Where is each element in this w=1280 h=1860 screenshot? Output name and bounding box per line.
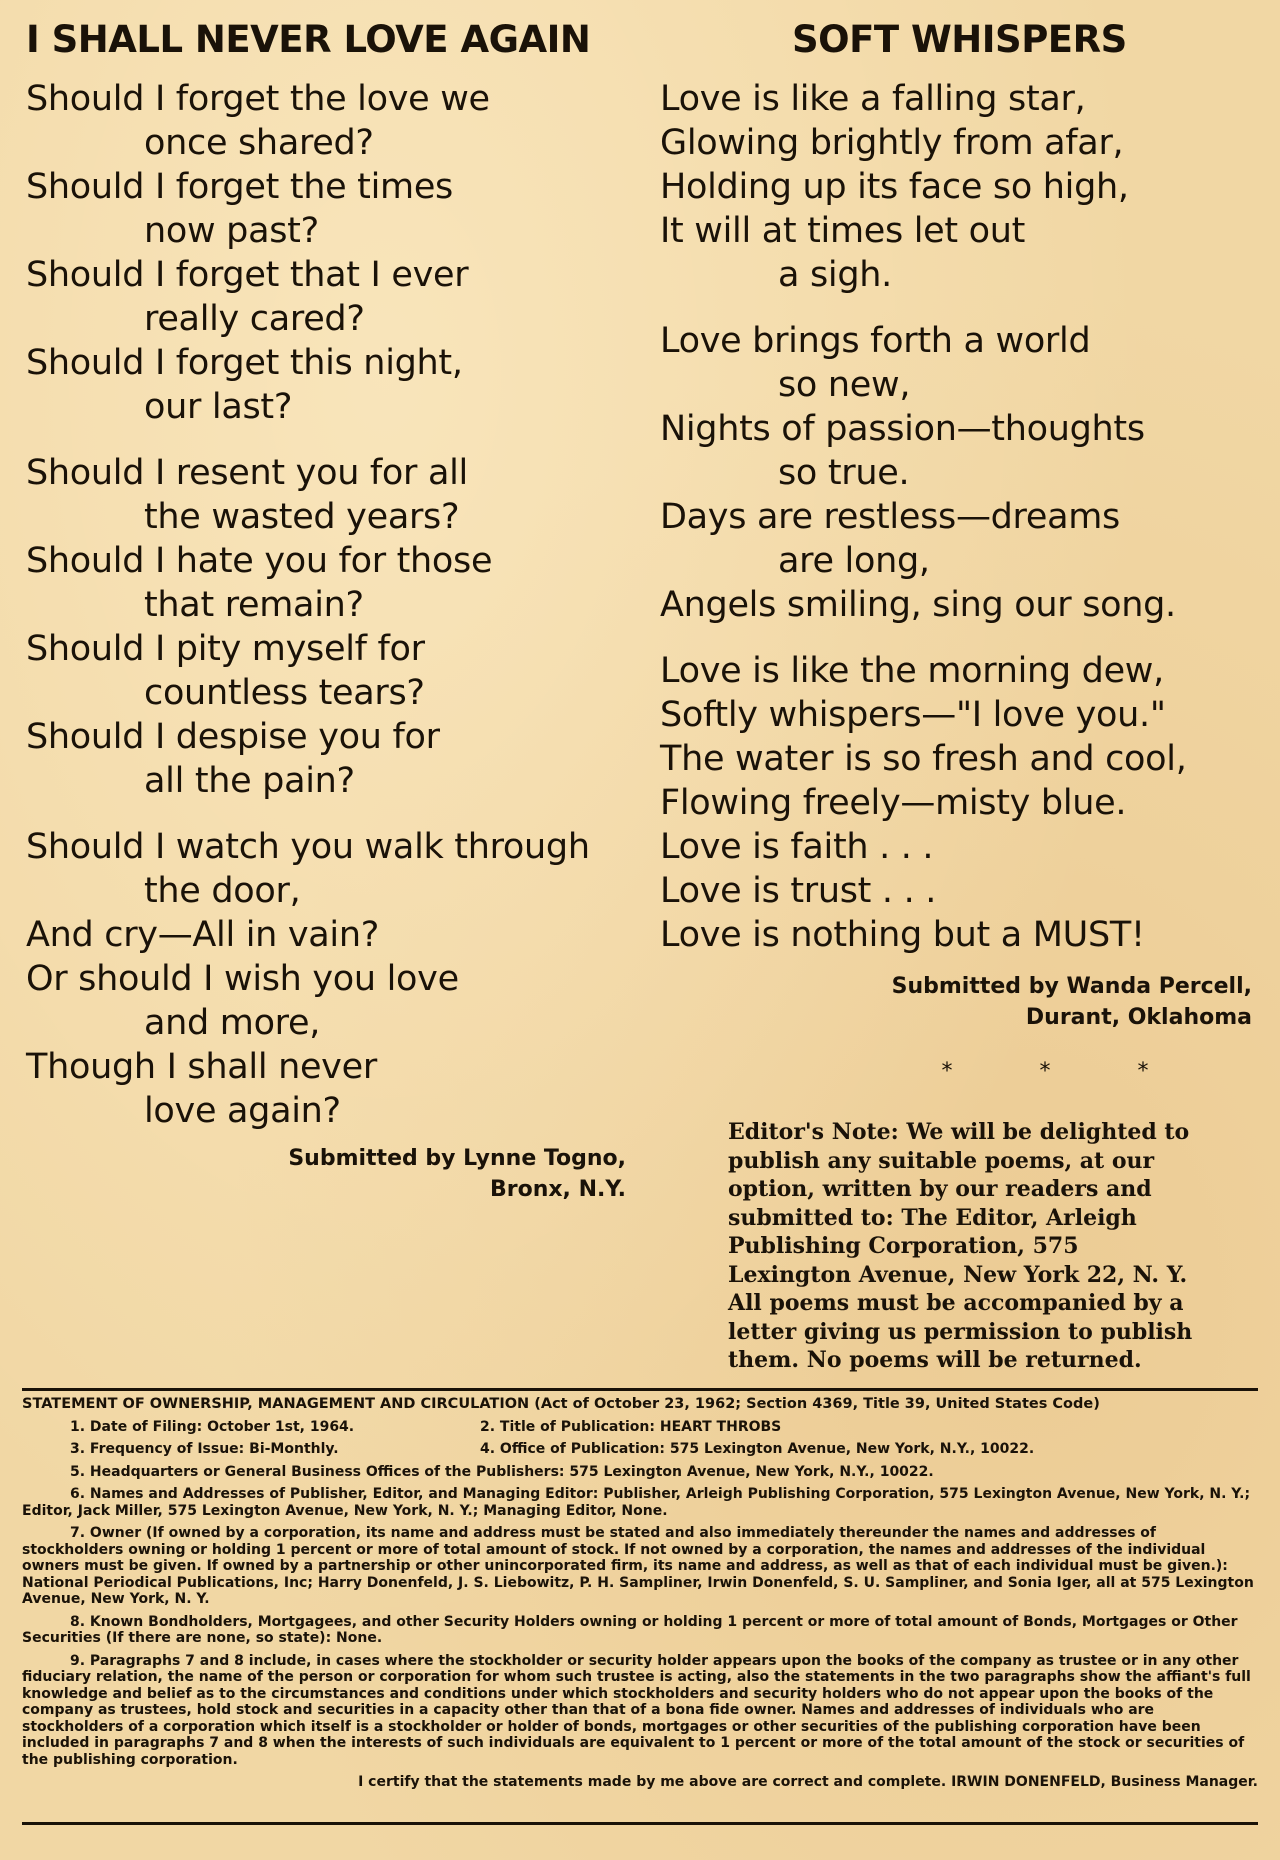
poem-line: Should I despise you for <box>26 717 440 757</box>
poem-line: It will at times let out <box>660 211 1026 251</box>
right-credit-line1: Submitted by Wanda Percell, <box>891 974 1252 999</box>
left-poem <box>26 77 626 1133</box>
stanza-separator: * * * <box>941 1059 1189 1084</box>
poem-line: and more, <box>144 1003 321 1043</box>
right-stanza-1 <box>660 77 1260 297</box>
poem-line: Should I forget the times <box>26 167 453 207</box>
statement-row-1 <box>22 1419 1258 1436</box>
poem-line: Flowing freely—misty blue. <box>660 783 1127 823</box>
poem-line: Should I forget that I ever <box>26 255 469 295</box>
poem-line: Nights of passion—thoughts <box>660 409 1145 449</box>
right-credit <box>660 971 1252 1033</box>
poem-line: the door, <box>144 871 301 911</box>
statement-certify: I certify that the statements made by me above are correct and complete. IRWIN DONENFELD, Business Manager. <box>358 1774 1258 1790</box>
poem-line: Love brings forth a world <box>660 321 1091 361</box>
left-stanza-1 <box>26 77 626 429</box>
poem-line: really cared? <box>144 299 365 339</box>
poem-line: so true. <box>778 453 910 493</box>
statement-heading: STATEMENT OF OWNERSHIP, MANAGEMENT AND CIRCULATION (Act of October 23, 1962; Section 4369, Title 39, United States Code) <box>22 1396 1100 1412</box>
ownership-statement <box>22 1396 1258 1797</box>
left-stanza-3 <box>26 825 626 1133</box>
statement-item-6: 6. Names and Addresses of Publisher, Editor, and Managing Editor: Publisher, Arleigh Publishing Corporation, 575 Lexington Avenue, New York, N. Y.; Editor, Jack Miller, 575 Lexington Avenue, New York, N. Y.; Managing Editor, None. <box>22 1486 1251 1519</box>
poem-line: once shared? <box>144 123 374 163</box>
poem-line: Love is trust . . . <box>660 871 937 911</box>
left-credit-line2: Bronx, N.Y. <box>489 1177 626 1202</box>
poem-line: Should I hate you for those <box>26 541 493 581</box>
poem-line: our last? <box>144 387 293 427</box>
poem-line: Should I pity myself for <box>26 629 425 669</box>
poem-line: love again? <box>144 1091 341 1131</box>
statement-item-9: 9. Paragraphs 7 and 8 include, in cases where the stockholder or security holder appears upon the books of the company as trustee or in any other fiduciary relation, the name of the person or corporation for whom such trustee is acting, also the statements in the two paragraphs show the affiant's full knowledge and belief as to the circumstances and conditions under which stockholders and security holders who do not appear upon the books of the company as trustees, hold stock and securities in a capacity other than that of a bona fide owner. Names and addresses of individuals who are stockholders of a corporation which itself is a stockholder or holder of bonds, mortgages or other securities of the publishing corporation have been included in paragraphs 7 and 8 when the interests of such individuals are equivalent to 1 percent or more of the total amount of the stock or securities of the publishing corporation. <box>22 1652 1251 1768</box>
right-poem-title: SOFT WHISPERS <box>792 18 1127 61</box>
left-column <box>26 18 626 1205</box>
statement-item-3: 3. Frequency of Issue: Bi-Monthly. <box>70 1441 339 1457</box>
right-poem <box>660 77 1260 957</box>
poem-line: Days are restless—dreams <box>660 497 1120 537</box>
poem-line: Softly whispers—"I love you." <box>660 695 1166 735</box>
poem-line: Love is like a falling star, <box>660 79 1086 119</box>
statement-item-5: 5. Headquarters or General Business Offices of the Publishers: 575 Lexington Avenue, New York, N.Y., 10022. <box>70 1463 934 1480</box>
right-credit-line2: Durant, Oklahoma <box>1025 1005 1252 1030</box>
left-stanza-2 <box>26 451 626 803</box>
poem-line: that remain? <box>144 585 364 625</box>
poem-line: countless tears? <box>144 673 425 713</box>
poem-line: the wasted years? <box>144 497 460 537</box>
poem-line: Love is like the morning dew, <box>660 651 1164 691</box>
poem-line: Or should I wish you love <box>26 959 459 999</box>
poem-line: now past? <box>144 211 319 251</box>
poem-line: a sigh. <box>778 255 892 295</box>
poem-line: Should I forget this night, <box>26 343 463 383</box>
poem-line: so new, <box>778 365 911 405</box>
editor-note: Editor's Note: We will be delighted to publish any suitable poems, at our option, written by our readers and submitted to: The Editor, Arleigh Publishing Corporation, 575 Lexington Avenue, New York 22, N. Y. All poems must be accompanied by a letter giving us permission to publish them. No poems will be returned. <box>728 1119 1193 1373</box>
poem-line: Love is faith . . . <box>660 827 934 867</box>
right-stanza-2 <box>660 319 1260 627</box>
stanza-gap <box>26 803 626 825</box>
left-poem-title: I SHALL NEVER LOVE AGAIN <box>26 18 591 61</box>
left-credit <box>26 1143 626 1205</box>
bottom-divider <box>22 1822 1258 1825</box>
statement-item-7: 7. Owner (If owned by a corporation, its name and address must be stated and also immediately thereunder the names and addresses of stockholders owning or holding 1 percent or more of total amount of stock. If not owned by a corporation, the names and addresses of the individual owners must be given. If owned by a partnership or other unincorporated firm, its name and address, as well as that of each individual must be given.): National Periodical Publications, Inc; Harry Donenfeld, J. S. Liebowitz, P. H. Sampliner, Irwin Donenfeld, S. U. Sampliner, and Sonia Iger, all at 575 Lexington Avenue, New York, N. Y. <box>22 1525 1254 1607</box>
statement-item-1: 1. Date of Filing: October 1st, 1964. <box>70 1418 355 1435</box>
poem-line: Though I shall never <box>26 1047 377 1087</box>
statement-item-2: 2. Title of Publication: HEART THROBS <box>480 1418 782 1435</box>
poem-line: all the pain? <box>144 761 355 801</box>
poem-line: Holding up its face so high, <box>660 167 1129 207</box>
right-column <box>660 18 1260 1084</box>
poem-line: Angels smiling, sing our song. <box>660 585 1176 625</box>
poem-line: Glowing brightly from afar, <box>660 123 1124 163</box>
statement-item-8: 8. Known Bondholders, Mortgagees, and other Security Holders owning or holding 1 percent or more of total amount of Bonds, Mortgages or Other Securities (If there are none, so state): None. <box>22 1613 1238 1646</box>
top-divider <box>22 1388 1258 1391</box>
statement-item-4: 4. Office of Publication: 575 Lexington Avenue, New York, N.Y., 10022. <box>480 1441 1035 1457</box>
poem-line: Should I forget the love we <box>26 79 490 119</box>
poem-line: And cry—All in vain? <box>26 915 380 955</box>
poem-line: Should I resent you for all <box>26 453 468 493</box>
poem-line: are long, <box>778 541 930 581</box>
left-credit-line1: Submitted by Lynne Togno, <box>288 1146 626 1171</box>
poem-line: Should I watch you walk through <box>26 827 590 867</box>
stanza-gap <box>26 429 626 451</box>
stanza-gap <box>660 627 1260 649</box>
stanza-gap <box>660 297 1260 319</box>
poem-line: Love is nothing but a MUST! <box>660 915 1145 955</box>
right-stanza-3 <box>660 649 1260 957</box>
statement-row-2 <box>22 1441 1258 1458</box>
poem-line: The water is so fresh and cool, <box>660 739 1187 779</box>
